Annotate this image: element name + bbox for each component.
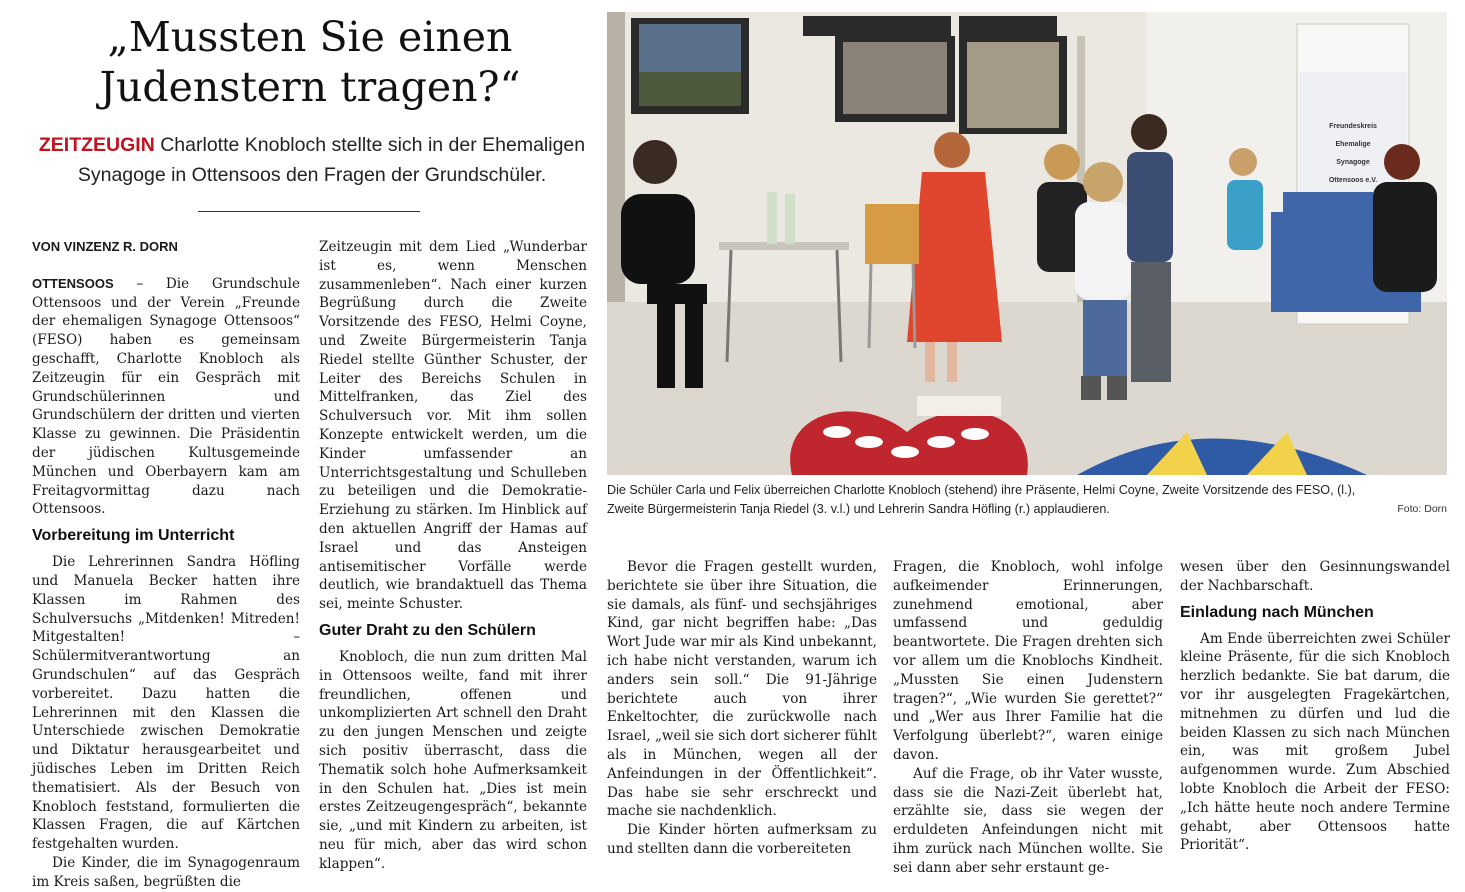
section-heading: Einladung nach München xyxy=(1180,603,1374,621)
article-column-4 xyxy=(893,558,1163,878)
subhead-text-1: Charlotte Knobloch stellte sich in der Ehemaligen xyxy=(160,134,586,156)
photo-caption xyxy=(607,481,1447,519)
byline: VON VINZENZ R. DORN xyxy=(32,239,178,254)
headline xyxy=(40,12,580,112)
photo-credit: Foto: Dorn xyxy=(1397,503,1447,515)
headline-line-2: Judenstern tragen?“ xyxy=(99,63,521,111)
article-column-3 xyxy=(607,558,877,859)
section-heading: Vorbereitung im Unterricht xyxy=(32,527,235,545)
kicker: ZEITZEUGIN xyxy=(38,134,155,156)
paragraph-text: – Die Grundschule Ottensoos und der Verein „Freunde der ehemaligen Synagoge Ottensoos“ (FESO) haben es gemeinsam geschafft, Charlotte Knobloch als Zeitzeugin für ein Gespräch mit Grundschülerinnen und Grundschülern der dritten und vierten Klasse zu gewinnen. Die Präsidentin der jüdischen Kultusgemeinde München und Oberbayern kam am Freitagvormittag dazu nach Ottensoos. xyxy=(32,275,300,518)
caption-line-1: Die Schüler Carla und Felix überreichen Charlotte Knobloch (stehend) ihre Präsente, Helmi Coyne, Zweite Vorsitzende des FESO, (l.), xyxy=(607,483,1356,497)
paragraph: wesen über den Gesinnungswandel der Nachbarschaft. xyxy=(1180,559,1450,594)
paragraph: Die Kinder, die im Synagogenraum im Kreis saßen, begrüßten die xyxy=(32,854,300,890)
child-felix xyxy=(1127,114,1173,382)
dateline: OTTENSOOS xyxy=(32,275,114,291)
article-photo xyxy=(607,12,1447,475)
banner-line: Ottensoos e.V. xyxy=(1328,177,1378,184)
banner-line: Freundeskreis xyxy=(1329,123,1377,130)
banner-line: Synagoge xyxy=(1336,159,1370,166)
paragraph: Knobloch, die nun zum dritten Mal in Ottensoos weilte, fand mit ihrer freundlichen, offenen und unkomplizierten Art schnell den Draht zu den jungen Menschen und zeigte sich positiv überrascht, dass die Thematik solch hohe Aufmerksamkeit in den Schulen hat. „Dies ist mein erstes Zeitzeugengespräch“, bekannte sie, „und mit Kindern zu arbeiten, ist neu für mich, aber das wird schon klappen“. xyxy=(319,648,587,872)
subhead-line-2: Synagoge in Ottensoos den Fragen der Grundschüler. xyxy=(77,164,547,186)
paragraph: Zeitzeugin mit dem Lied „Wunderbar ist es, wenn Menschen zusammenleben“. Nach einer kurzen Begrüßung durch die Zweite Vorsitzende des FESO, Helmi Coyne, und Zweite Bürgermeisterin Tanja Riedel stellte Günther Schuster, der Leiter des Bereichs Schulen in Mittelfranken, das Ziel des Schulversuch vor. Mit ihm sollen Konzepte entwickelt werden, um die Kinder umfassender an Unterrichtsgestaltung und Schulleben zu beteiligen und die Demokratie-Erziehung zu stärken. Im Hinblick auf den aktuellen Angriff der Hamas auf Israel und das Ansteigen antisemitischer Vorfälle werde deutlich, wie brandaktuell das Thema sei, meinte Schuster. xyxy=(319,239,587,613)
article-column-1 xyxy=(32,238,300,892)
caption-line-2: Zweite Bürgermeisterin Tanja Riedel (3. v.l.) und Lehrerin Sandra Höfling (r.) applaudieren. xyxy=(607,502,1110,516)
paragraph: Die Kinder hörten aufmerksam zu und stellten dann die vorbereiteten xyxy=(607,822,877,857)
article-column-5 xyxy=(1180,558,1450,855)
paragraph: Die Lehrerinnen Sandra Höfling und Manuela Becker hatten ihre Klassen im Rahmen des Schulversuchs „Mitdenken! Mitreden! Mitgestalten! – Schülermitverantwortung an Grundschulen“ auf das Gespräch vorbereitet. Dazu hatten die Lehrerinnen mit den Klassen die Unterschiede zwischen Demokratie und Diktatur herausgearbeitet und jüdisches Leben im Dritten Reich thematisiert. Als der Besuch von Knobloch feststand, formulierten die Klassen Fragen, die auf Kärtchen festgehalten wurden. xyxy=(32,554,300,853)
paragraph: Am Ende überreichten zwei Schüler kleine Präsente, für die sich Knobloch herzlich bedankte. Sie bat darum, die vor ihr ausgelegten Fragekärtchen, mitnehmen zu dürfen und lud die beiden Klassen zu sich nach München ein, was mit großem Jubel aufgenommen wurde. Zum Abschied lobte Knobloch die Arbeit der FESO: „Ich hätte heute noch andere Termine gehabt, aber Ottensoos hatte Priorität“. xyxy=(1180,630,1450,854)
headline-line-1: „Mussten Sie einen xyxy=(107,13,513,61)
paragraph: Fragen, die Knobloch, wohl infolge aufkeimender Erinnerungen, zunehmend emotional, aber umfassend und geduldig beantwortete. Die Fragen drehten sich vor allem um die Knoblochs Kindheit. „Mussten Sie einen Judenstern tragen?“, „Wie wurden Sie gerettet?“ und „Wer aus Ihrer Familie hat die Verfolgung überlebt?“, waren einige davon. xyxy=(893,559,1163,763)
paragraph xyxy=(32,275,300,519)
section-heading: Guter Draht zu den Schülern xyxy=(319,621,536,639)
headline-divider xyxy=(198,211,420,212)
banner-line: Ehemalige xyxy=(1335,141,1371,148)
photo-illustration xyxy=(607,12,1447,475)
paragraph: Bevor die Fragen gestellt wurden, berichtete sie über ihre Situation, die sie damals, als fünf- und sechsjähriges Kind, gar nicht begriffen habe: „Das Wort Jude war mir als Kind unbekannt, ich habe nicht verstanden, warum ich anders sein soll.“ Die 91-Jährige berichtete auch von ihrer Enkeltochter, die zurückwolle nach Israel, „weil sie sich dort sicherer fühlt als in München, wegen all der Anfeindungen in der Öffentlichkeit“. Das habe sie sehr erschreckt und mache sie nachdenklich. xyxy=(607,559,877,820)
article-column-2 xyxy=(319,238,587,874)
subheadline xyxy=(30,130,594,190)
paragraph: Auf die Frage, ob ihr Vater wusste, dass sie die Nazi-Zeit überlebt hat, erzählte sie, dass sie wegen der erduldeten Anfeindungen nicht mit ihm zurück nach München wollte. Sie sei dann aber sehr erstaunt ge- xyxy=(893,765,1163,876)
subhead-line-1 xyxy=(30,130,594,160)
